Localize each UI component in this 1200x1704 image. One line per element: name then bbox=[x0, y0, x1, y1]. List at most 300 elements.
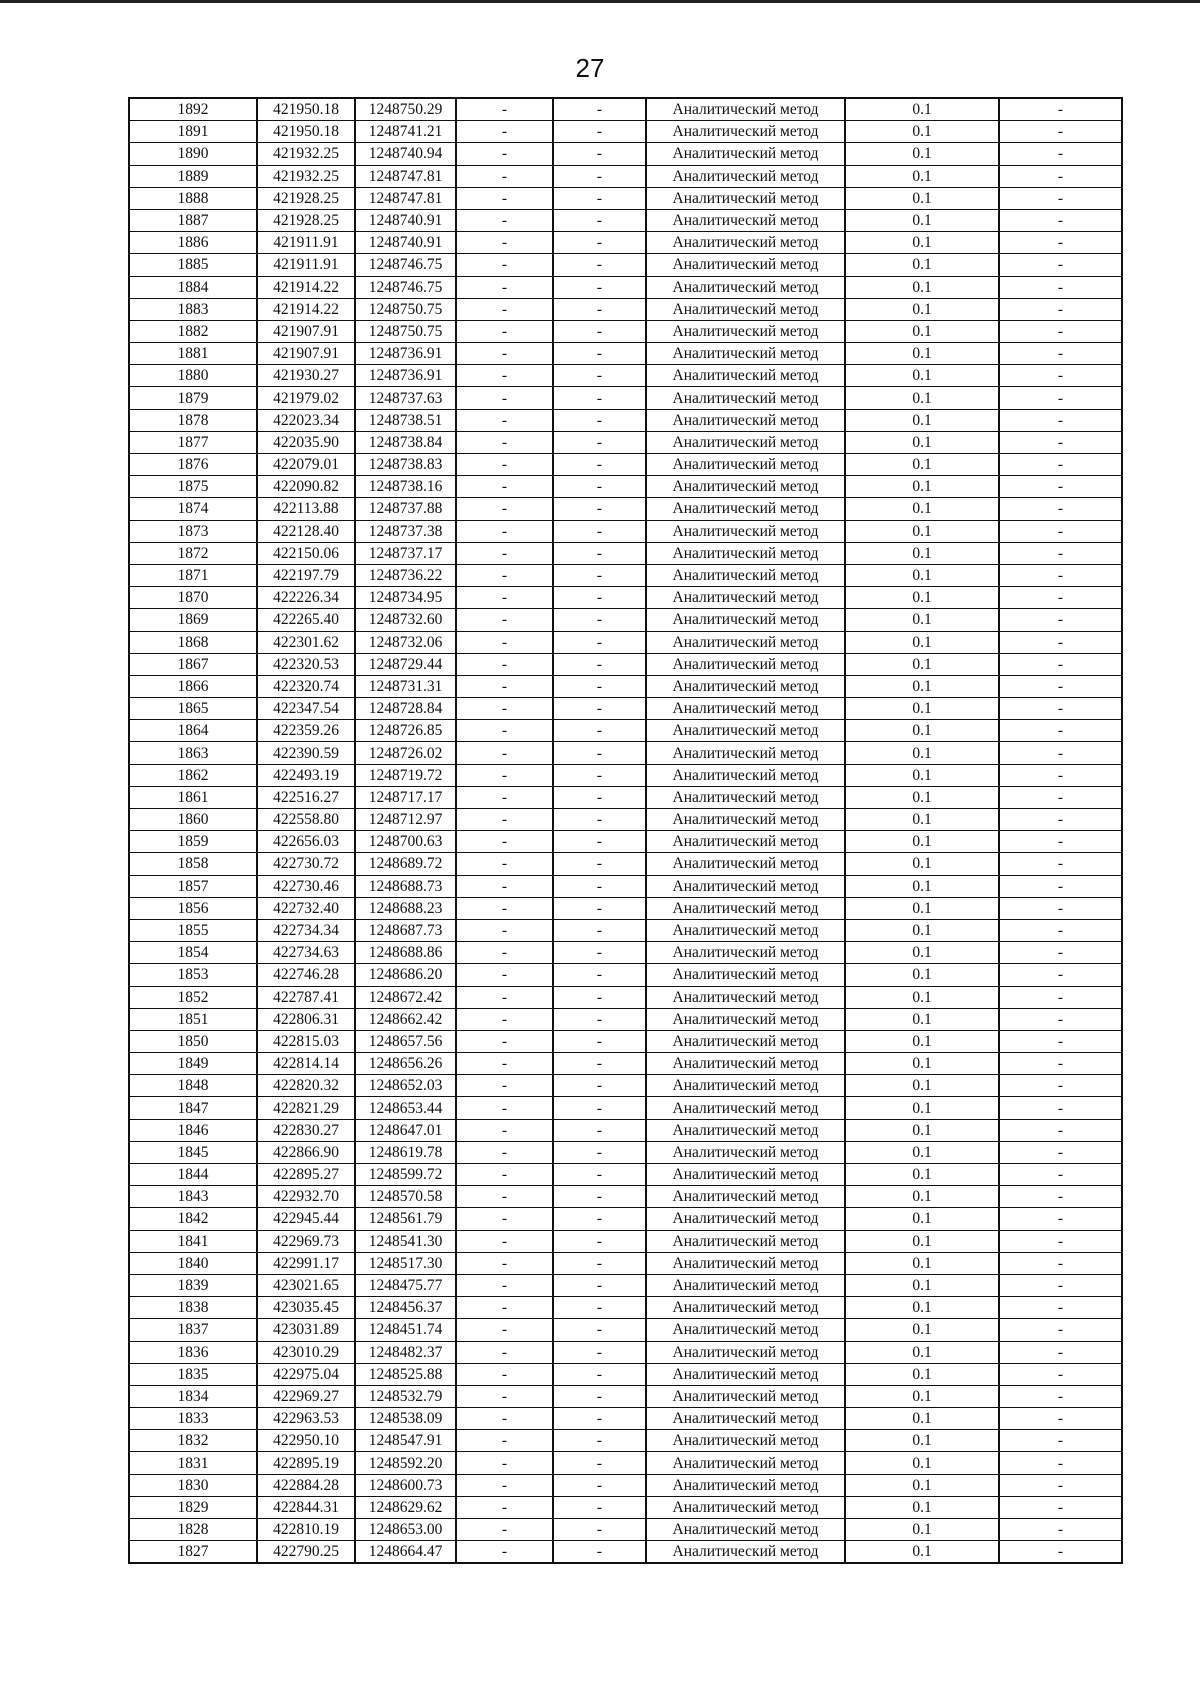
dash-cell: - bbox=[999, 1274, 1122, 1296]
x-coordinate-cell: 422821.29 bbox=[257, 1097, 355, 1119]
dash-cell: - bbox=[553, 209, 646, 231]
method-cell: Аналитический метод bbox=[646, 587, 845, 609]
x-coordinate-cell: 422790.25 bbox=[257, 1541, 355, 1564]
dash-cell: - bbox=[553, 1141, 646, 1163]
dash-cell: - bbox=[456, 587, 553, 609]
table-row bbox=[129, 675, 1122, 697]
x-coordinate-cell: 422516.27 bbox=[257, 786, 355, 808]
dash-cell: - bbox=[553, 187, 646, 209]
table-row bbox=[129, 986, 1122, 1008]
dash-cell: - bbox=[456, 454, 553, 476]
method-cell: Аналитический метод bbox=[646, 387, 845, 409]
dash-cell: - bbox=[553, 1474, 646, 1496]
dash-cell: - bbox=[999, 720, 1122, 742]
method-cell: Аналитический метод bbox=[646, 1053, 845, 1075]
y-coordinate-cell: 1248475.77 bbox=[355, 1274, 456, 1296]
y-coordinate-cell: 1248652.03 bbox=[355, 1075, 456, 1097]
method-cell: Аналитический метод bbox=[646, 764, 845, 786]
dash-cell: - bbox=[553, 897, 646, 919]
dash-cell: - bbox=[999, 675, 1122, 697]
table-row bbox=[129, 187, 1122, 209]
accuracy-cell: 0.1 bbox=[845, 1230, 999, 1252]
point-number-cell: 1848 bbox=[129, 1075, 257, 1097]
dash-cell: - bbox=[553, 653, 646, 675]
dash-cell: - bbox=[999, 1075, 1122, 1097]
point-number-cell: 1869 bbox=[129, 609, 257, 631]
dash-cell: - bbox=[999, 631, 1122, 653]
point-number-cell: 1860 bbox=[129, 809, 257, 831]
point-number-cell: 1868 bbox=[129, 631, 257, 653]
method-cell: Аналитический метод bbox=[646, 1008, 845, 1030]
table-row bbox=[129, 1186, 1122, 1208]
accuracy-cell: 0.1 bbox=[845, 409, 999, 431]
y-coordinate-cell: 1248561.79 bbox=[355, 1208, 456, 1230]
dash-cell: - bbox=[456, 365, 553, 387]
table-row bbox=[129, 786, 1122, 808]
dash-cell: - bbox=[456, 609, 553, 631]
point-number-cell: 1889 bbox=[129, 165, 257, 187]
table-row bbox=[129, 1297, 1122, 1319]
x-coordinate-cell: 421911.91 bbox=[257, 232, 355, 254]
table-row bbox=[129, 520, 1122, 542]
y-coordinate-cell: 1248456.37 bbox=[355, 1297, 456, 1319]
dash-cell: - bbox=[456, 986, 553, 1008]
table-row bbox=[129, 121, 1122, 143]
x-coordinate-cell: 422226.34 bbox=[257, 587, 355, 609]
dash-cell: - bbox=[456, 1297, 553, 1319]
table-row bbox=[129, 1341, 1122, 1363]
dash-cell: - bbox=[456, 675, 553, 697]
accuracy-cell: 0.1 bbox=[845, 1252, 999, 1274]
point-number-cell: 1865 bbox=[129, 698, 257, 720]
dash-cell: - bbox=[553, 675, 646, 697]
table-row bbox=[129, 564, 1122, 586]
table-row bbox=[129, 1141, 1122, 1163]
x-coordinate-cell: 421914.22 bbox=[257, 276, 355, 298]
x-coordinate-cell: 421914.22 bbox=[257, 298, 355, 320]
dash-cell: - bbox=[553, 409, 646, 431]
accuracy-cell: 0.1 bbox=[845, 498, 999, 520]
accuracy-cell: 0.1 bbox=[845, 1053, 999, 1075]
dash-cell: - bbox=[456, 387, 553, 409]
dash-cell: - bbox=[999, 165, 1122, 187]
table-row bbox=[129, 875, 1122, 897]
table-row bbox=[129, 143, 1122, 165]
x-coordinate-cell: 422320.53 bbox=[257, 653, 355, 675]
method-cell: Аналитический метод bbox=[646, 1408, 845, 1430]
y-coordinate-cell: 1248592.20 bbox=[355, 1452, 456, 1474]
method-cell: Аналитический метод bbox=[646, 875, 845, 897]
method-cell: Аналитический метод bbox=[646, 520, 845, 542]
table-row bbox=[129, 1053, 1122, 1075]
x-coordinate-cell: 421930.27 bbox=[257, 365, 355, 387]
x-coordinate-cell: 423021.65 bbox=[257, 1274, 355, 1296]
dash-cell: - bbox=[999, 1363, 1122, 1385]
method-cell: Аналитический метод bbox=[646, 498, 845, 520]
method-cell: Аналитический метод bbox=[646, 1341, 845, 1363]
x-coordinate-cell: 422197.79 bbox=[257, 564, 355, 586]
dash-cell: - bbox=[999, 1097, 1122, 1119]
point-number-cell: 1866 bbox=[129, 675, 257, 697]
dash-cell: - bbox=[456, 276, 553, 298]
dash-cell: - bbox=[553, 1230, 646, 1252]
table-row bbox=[129, 365, 1122, 387]
method-cell: Аналитический метод bbox=[646, 942, 845, 964]
y-coordinate-cell: 1248689.72 bbox=[355, 853, 456, 875]
dash-cell: - bbox=[999, 232, 1122, 254]
y-coordinate-cell: 1248517.30 bbox=[355, 1252, 456, 1274]
x-coordinate-cell: 422558.80 bbox=[257, 809, 355, 831]
accuracy-cell: 0.1 bbox=[845, 1363, 999, 1385]
x-coordinate-cell: 422730.46 bbox=[257, 875, 355, 897]
dash-cell: - bbox=[999, 320, 1122, 342]
dash-cell: - bbox=[999, 1230, 1122, 1252]
dash-cell: - bbox=[553, 1519, 646, 1541]
point-number-cell: 1838 bbox=[129, 1297, 257, 1319]
x-coordinate-cell: 422734.63 bbox=[257, 942, 355, 964]
y-coordinate-cell: 1248662.42 bbox=[355, 1008, 456, 1030]
point-number-cell: 1862 bbox=[129, 764, 257, 786]
x-coordinate-cell: 422732.40 bbox=[257, 897, 355, 919]
table-row bbox=[129, 1430, 1122, 1452]
dash-cell: - bbox=[456, 1408, 553, 1430]
y-coordinate-cell: 1248740.94 bbox=[355, 143, 456, 165]
dash-cell: - bbox=[999, 454, 1122, 476]
point-number-cell: 1831 bbox=[129, 1452, 257, 1474]
method-cell: Аналитический метод bbox=[646, 1541, 845, 1564]
accuracy-cell: 0.1 bbox=[845, 897, 999, 919]
coordinates-table bbox=[128, 97, 1123, 1564]
dash-cell: - bbox=[456, 1519, 553, 1541]
dash-cell: - bbox=[553, 1430, 646, 1452]
y-coordinate-cell: 1248653.00 bbox=[355, 1519, 456, 1541]
method-cell: Аналитический метод bbox=[646, 1119, 845, 1141]
table-row bbox=[129, 1408, 1122, 1430]
point-number-cell: 1877 bbox=[129, 431, 257, 453]
accuracy-cell: 0.1 bbox=[845, 964, 999, 986]
accuracy-cell: 0.1 bbox=[845, 675, 999, 697]
y-coordinate-cell: 1248729.44 bbox=[355, 653, 456, 675]
x-coordinate-cell: 422301.62 bbox=[257, 631, 355, 653]
table-row bbox=[129, 1164, 1122, 1186]
accuracy-cell: 0.1 bbox=[845, 1430, 999, 1452]
x-coordinate-cell: 422390.59 bbox=[257, 742, 355, 764]
method-cell: Аналитический метод bbox=[646, 919, 845, 941]
point-number-cell: 1835 bbox=[129, 1363, 257, 1385]
table-row bbox=[129, 587, 1122, 609]
dash-cell: - bbox=[999, 764, 1122, 786]
dash-cell: - bbox=[553, 454, 646, 476]
accuracy-cell: 0.1 bbox=[845, 1186, 999, 1208]
dash-cell: - bbox=[553, 1341, 646, 1363]
table-row bbox=[129, 409, 1122, 431]
dash-cell: - bbox=[999, 942, 1122, 964]
y-coordinate-cell: 1248599.72 bbox=[355, 1164, 456, 1186]
accuracy-cell: 0.1 bbox=[845, 1075, 999, 1097]
x-coordinate-cell: 422320.74 bbox=[257, 675, 355, 697]
point-number-cell: 1864 bbox=[129, 720, 257, 742]
x-coordinate-cell: 422814.14 bbox=[257, 1053, 355, 1075]
table-row bbox=[129, 387, 1122, 409]
dash-cell: - bbox=[456, 698, 553, 720]
table-row bbox=[129, 1119, 1122, 1141]
dash-cell: - bbox=[553, 143, 646, 165]
dash-cell: - bbox=[456, 1097, 553, 1119]
point-number-cell: 1871 bbox=[129, 564, 257, 586]
y-coordinate-cell: 1248726.02 bbox=[355, 742, 456, 764]
point-number-cell: 1859 bbox=[129, 831, 257, 853]
x-coordinate-cell: 422734.34 bbox=[257, 919, 355, 941]
dash-cell: - bbox=[456, 498, 553, 520]
dash-cell: - bbox=[553, 1452, 646, 1474]
dash-cell: - bbox=[553, 942, 646, 964]
method-cell: Аналитический метод bbox=[646, 831, 845, 853]
dash-cell: - bbox=[553, 631, 646, 653]
point-number-cell: 1881 bbox=[129, 343, 257, 365]
method-cell: Аналитический метод bbox=[646, 1208, 845, 1230]
x-coordinate-cell: 422035.90 bbox=[257, 431, 355, 453]
x-coordinate-cell: 422656.03 bbox=[257, 831, 355, 853]
y-coordinate-cell: 1248525.88 bbox=[355, 1363, 456, 1385]
accuracy-cell: 0.1 bbox=[845, 1297, 999, 1319]
dash-cell: - bbox=[553, 786, 646, 808]
table-body bbox=[129, 98, 1122, 1563]
dash-cell: - bbox=[999, 809, 1122, 831]
dash-cell: - bbox=[999, 542, 1122, 564]
accuracy-cell: 0.1 bbox=[845, 764, 999, 786]
accuracy-cell: 0.1 bbox=[845, 587, 999, 609]
table-row bbox=[129, 1030, 1122, 1052]
y-coordinate-cell: 1248719.72 bbox=[355, 764, 456, 786]
y-coordinate-cell: 1248538.09 bbox=[355, 1408, 456, 1430]
method-cell: Аналитический метод bbox=[646, 897, 845, 919]
method-cell: Аналитический метод bbox=[646, 1252, 845, 1274]
table-row bbox=[129, 165, 1122, 187]
method-cell: Аналитический метод bbox=[646, 1274, 845, 1296]
dash-cell: - bbox=[999, 121, 1122, 143]
y-coordinate-cell: 1248750.75 bbox=[355, 298, 456, 320]
dash-cell: - bbox=[553, 298, 646, 320]
point-number-cell: 1841 bbox=[129, 1230, 257, 1252]
x-coordinate-cell: 422730.72 bbox=[257, 853, 355, 875]
y-coordinate-cell: 1248570.58 bbox=[355, 1186, 456, 1208]
y-coordinate-cell: 1248732.60 bbox=[355, 609, 456, 631]
dash-cell: - bbox=[999, 919, 1122, 941]
x-coordinate-cell: 422810.19 bbox=[257, 1519, 355, 1541]
dash-cell: - bbox=[456, 143, 553, 165]
y-coordinate-cell: 1248737.88 bbox=[355, 498, 456, 520]
dash-cell: - bbox=[999, 143, 1122, 165]
y-coordinate-cell: 1248750.75 bbox=[355, 320, 456, 342]
table-row bbox=[129, 1519, 1122, 1541]
x-coordinate-cell: 422493.19 bbox=[257, 764, 355, 786]
y-coordinate-cell: 1248728.84 bbox=[355, 698, 456, 720]
point-number-cell: 1854 bbox=[129, 942, 257, 964]
y-coordinate-cell: 1248741.21 bbox=[355, 121, 456, 143]
dash-cell: - bbox=[456, 343, 553, 365]
y-coordinate-cell: 1248482.37 bbox=[355, 1341, 456, 1363]
y-coordinate-cell: 1248619.78 bbox=[355, 1141, 456, 1163]
accuracy-cell: 0.1 bbox=[845, 276, 999, 298]
dash-cell: - bbox=[553, 1363, 646, 1385]
dash-cell: - bbox=[553, 831, 646, 853]
dash-cell: - bbox=[456, 1008, 553, 1030]
dash-cell: - bbox=[999, 365, 1122, 387]
x-coordinate-cell: 422895.19 bbox=[257, 1452, 355, 1474]
dash-cell: - bbox=[999, 1496, 1122, 1518]
dash-cell: - bbox=[999, 1186, 1122, 1208]
dash-cell: - bbox=[456, 1274, 553, 1296]
point-number-cell: 1867 bbox=[129, 653, 257, 675]
dash-cell: - bbox=[553, 165, 646, 187]
top-border-line bbox=[0, 0, 1200, 3]
method-cell: Аналитический метод bbox=[646, 343, 845, 365]
dash-cell: - bbox=[999, 1452, 1122, 1474]
dash-cell: - bbox=[999, 409, 1122, 431]
accuracy-cell: 0.1 bbox=[845, 209, 999, 231]
dash-cell: - bbox=[999, 1430, 1122, 1452]
table-row bbox=[129, 964, 1122, 986]
x-coordinate-cell: 421950.18 bbox=[257, 121, 355, 143]
dash-cell: - bbox=[456, 809, 553, 831]
y-coordinate-cell: 1248532.79 bbox=[355, 1385, 456, 1407]
dash-cell: - bbox=[999, 1008, 1122, 1030]
y-coordinate-cell: 1248736.91 bbox=[355, 365, 456, 387]
dash-cell: - bbox=[456, 520, 553, 542]
dash-cell: - bbox=[456, 1230, 553, 1252]
accuracy-cell: 0.1 bbox=[845, 831, 999, 853]
point-number-cell: 1827 bbox=[129, 1541, 257, 1564]
dash-cell: - bbox=[456, 786, 553, 808]
dash-cell: - bbox=[553, 809, 646, 831]
x-coordinate-cell: 422128.40 bbox=[257, 520, 355, 542]
dash-cell: - bbox=[999, 1119, 1122, 1141]
method-cell: Аналитический метод bbox=[646, 365, 845, 387]
x-coordinate-cell: 423035.45 bbox=[257, 1297, 355, 1319]
accuracy-cell: 0.1 bbox=[845, 1008, 999, 1030]
dash-cell: - bbox=[999, 1164, 1122, 1186]
table-row bbox=[129, 232, 1122, 254]
dash-cell: - bbox=[553, 742, 646, 764]
dash-cell: - bbox=[999, 742, 1122, 764]
table-row bbox=[129, 720, 1122, 742]
dash-cell: - bbox=[553, 431, 646, 453]
accuracy-cell: 0.1 bbox=[845, 98, 999, 121]
page-number: 27 bbox=[575, 53, 605, 83]
dash-cell: - bbox=[456, 764, 553, 786]
dash-cell: - bbox=[553, 986, 646, 1008]
y-coordinate-cell: 1248700.63 bbox=[355, 831, 456, 853]
dash-cell: - bbox=[456, 564, 553, 586]
table-row bbox=[129, 1208, 1122, 1230]
method-cell: Аналитический метод bbox=[646, 1141, 845, 1163]
dash-cell: - bbox=[456, 254, 553, 276]
y-coordinate-cell: 1248732.06 bbox=[355, 631, 456, 653]
method-cell: Аналитический метод bbox=[646, 298, 845, 320]
dash-cell: - bbox=[999, 276, 1122, 298]
method-cell: Аналитический метод bbox=[646, 1430, 845, 1452]
dash-cell: - bbox=[456, 1053, 553, 1075]
y-coordinate-cell: 1248731.31 bbox=[355, 675, 456, 697]
dash-cell: - bbox=[999, 387, 1122, 409]
dash-cell: - bbox=[456, 1496, 553, 1518]
method-cell: Аналитический метод bbox=[646, 1230, 845, 1252]
dash-cell: - bbox=[456, 1452, 553, 1474]
accuracy-cell: 0.1 bbox=[845, 187, 999, 209]
table-row bbox=[129, 1541, 1122, 1564]
method-cell: Аналитический метод bbox=[646, 1452, 845, 1474]
method-cell: Аналитический метод bbox=[646, 1297, 845, 1319]
dash-cell: - bbox=[553, 1385, 646, 1407]
dash-cell: - bbox=[999, 98, 1122, 121]
dash-cell: - bbox=[553, 1252, 646, 1274]
x-coordinate-cell: 422113.88 bbox=[257, 498, 355, 520]
dash-cell: - bbox=[553, 1164, 646, 1186]
dash-cell: - bbox=[456, 1541, 553, 1564]
y-coordinate-cell: 1248657.56 bbox=[355, 1030, 456, 1052]
x-coordinate-cell: 421911.91 bbox=[257, 254, 355, 276]
point-number-cell: 1857 bbox=[129, 875, 257, 897]
dash-cell: - bbox=[553, 919, 646, 941]
accuracy-cell: 0.1 bbox=[845, 1496, 999, 1518]
point-number-cell: 1856 bbox=[129, 897, 257, 919]
x-coordinate-cell: 422844.31 bbox=[257, 1496, 355, 1518]
accuracy-cell: 0.1 bbox=[845, 1519, 999, 1541]
point-number-cell: 1834 bbox=[129, 1385, 257, 1407]
point-number-cell: 1858 bbox=[129, 853, 257, 875]
accuracy-cell: 0.1 bbox=[845, 387, 999, 409]
accuracy-cell: 0.1 bbox=[845, 1541, 999, 1564]
dash-cell: - bbox=[456, 1186, 553, 1208]
point-number-cell: 1882 bbox=[129, 320, 257, 342]
method-cell: Аналитический метод bbox=[646, 986, 845, 1008]
accuracy-cell: 0.1 bbox=[845, 476, 999, 498]
x-coordinate-cell: 422830.27 bbox=[257, 1119, 355, 1141]
y-coordinate-cell: 1248740.91 bbox=[355, 209, 456, 231]
method-cell: Аналитический метод bbox=[646, 609, 845, 631]
accuracy-cell: 0.1 bbox=[845, 254, 999, 276]
x-coordinate-cell: 422991.17 bbox=[257, 1252, 355, 1274]
x-coordinate-cell: 421979.02 bbox=[257, 387, 355, 409]
dash-cell: - bbox=[553, 698, 646, 720]
x-coordinate-cell: 422079.01 bbox=[257, 454, 355, 476]
method-cell: Аналитический метод bbox=[646, 1097, 845, 1119]
dash-cell: - bbox=[456, 320, 553, 342]
dash-cell: - bbox=[553, 1541, 646, 1564]
dash-cell: - bbox=[999, 786, 1122, 808]
method-cell: Аналитический метод bbox=[646, 653, 845, 675]
dash-cell: - bbox=[553, 98, 646, 121]
point-number-cell: 1837 bbox=[129, 1319, 257, 1341]
method-cell: Аналитический метод bbox=[646, 853, 845, 875]
table-row bbox=[129, 454, 1122, 476]
table-row bbox=[129, 298, 1122, 320]
table-row bbox=[129, 897, 1122, 919]
dash-cell: - bbox=[999, 1474, 1122, 1496]
dash-cell: - bbox=[999, 1519, 1122, 1541]
dash-cell: - bbox=[456, 942, 553, 964]
dash-cell: - bbox=[999, 298, 1122, 320]
x-coordinate-cell: 421932.25 bbox=[257, 165, 355, 187]
x-coordinate-cell: 422746.28 bbox=[257, 964, 355, 986]
y-coordinate-cell: 1248629.62 bbox=[355, 1496, 456, 1518]
accuracy-cell: 0.1 bbox=[845, 320, 999, 342]
method-cell: Аналитический метод bbox=[646, 675, 845, 697]
dash-cell: - bbox=[999, 875, 1122, 897]
accuracy-cell: 0.1 bbox=[845, 609, 999, 631]
dash-cell: - bbox=[456, 1319, 553, 1341]
accuracy-cell: 0.1 bbox=[845, 564, 999, 586]
